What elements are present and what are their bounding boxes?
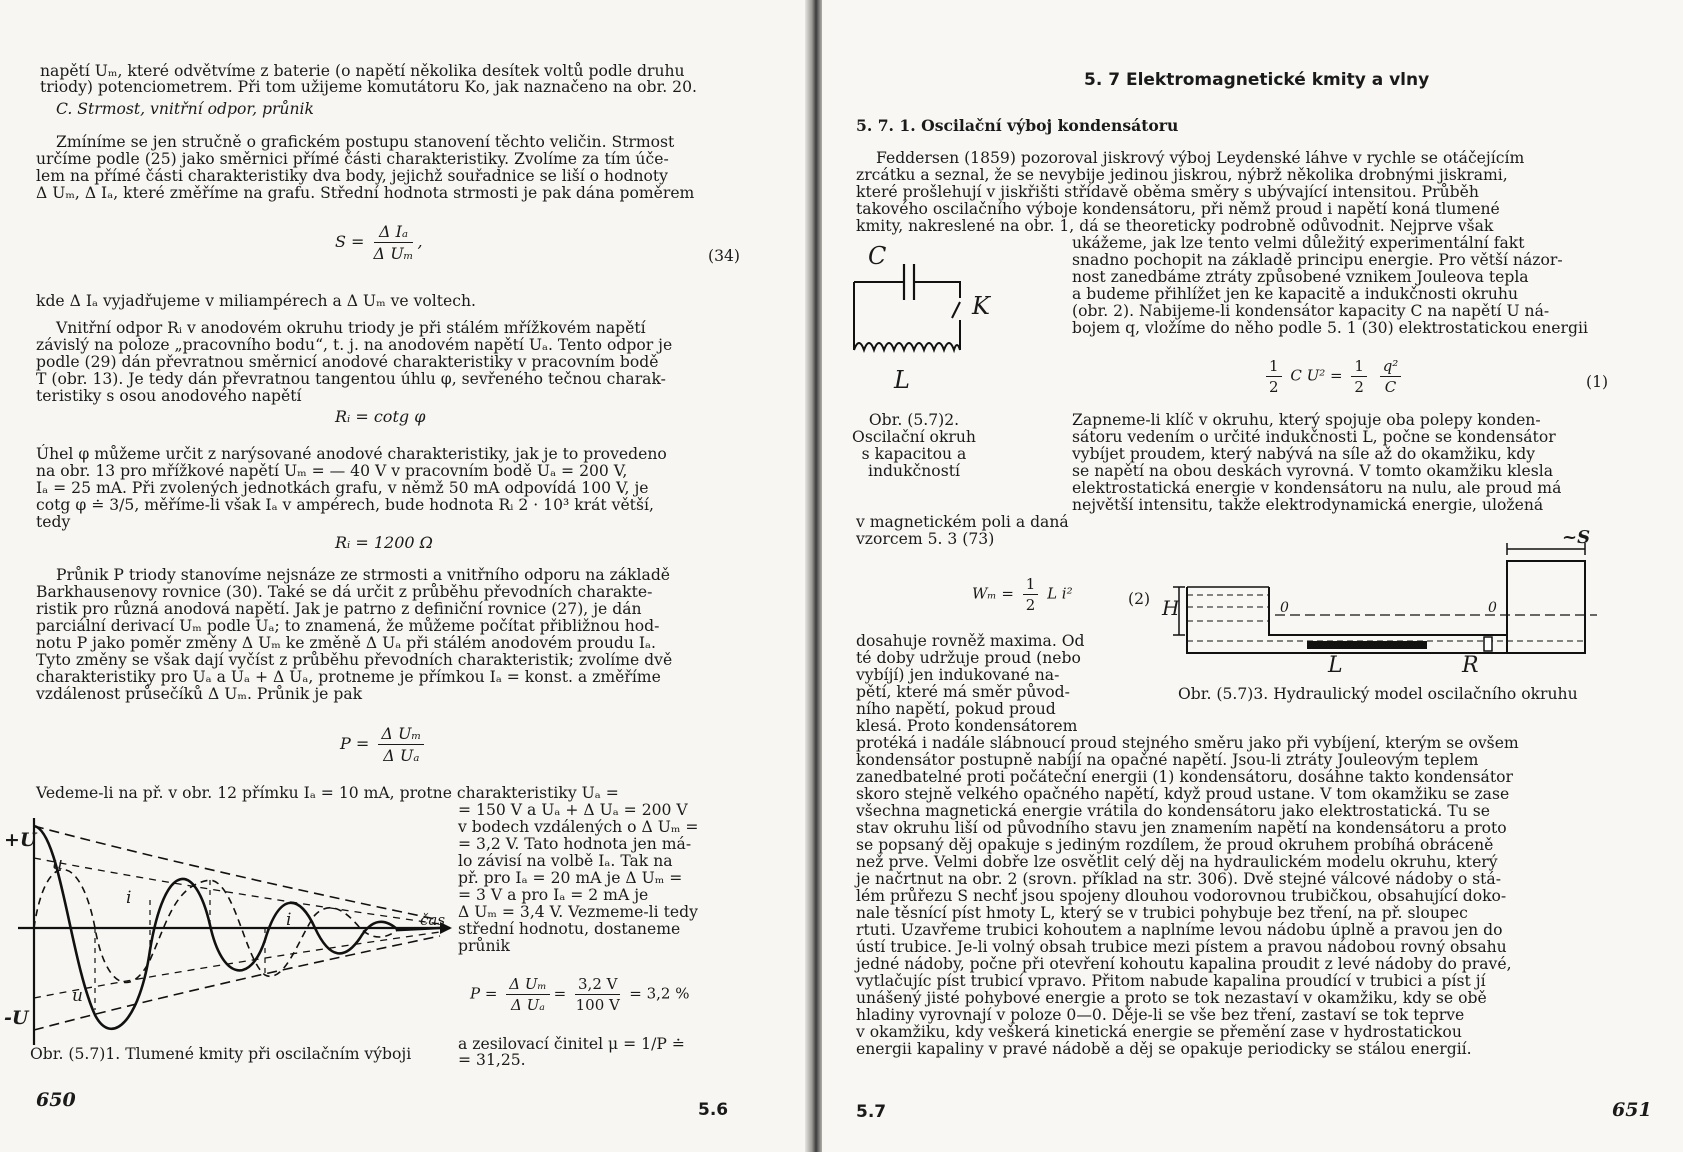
para-vedeme-line: = 150 V a Uₐ + Δ Uₐ = 200 V — [458, 801, 688, 819]
para4-line: hladiny vyrovnají v poloze 0—0. Děje-li se vše bez tření, zastaví se tok teprve — [856, 1006, 1465, 1024]
left-page-number: 650 — [36, 1089, 76, 1111]
fig2-caption-line: Obr. (5.7)2. — [868, 411, 960, 429]
para4-line: vytlačujíc píst trubicí vpravo. Přitom nabude kapalina proudící v trubici a píst jí — [856, 972, 1486, 990]
eq-p-denominator: Δ Uₐ — [383, 746, 420, 765]
eq-p32-lhs: P = — [470, 984, 498, 1003]
para1-line: které prošlehují v jiskřišti střídavě oběma směry s ubývající intensitou. Průběh — [856, 183, 1479, 201]
eq1-n3: q² — [1380, 357, 1402, 377]
para3-line: pětí, které má směr původ- — [856, 683, 1070, 701]
para1-right-line: ukážeme, jak lze tento velmi důležitý experimentální fakt — [1072, 234, 1525, 252]
para-vnitrni-line: závislý na poloze „pracovního bodu“, t. j. na anodovém napětí Uₐ. Tento odpor je — [36, 336, 673, 354]
para-uhel-line: cotg φ ≐ 3/5, měříme-li však Iₐ v ampérech, bude hodnota Rᵢ 2 · 10³ krát větší, — [36, 496, 654, 514]
fig2-caption-line: s kapacitou a — [861, 445, 967, 463]
para-prunik-line: notu P jako poměr změny Δ Uₘ ke změně Δ Uₐ při stálém anodovém proudu Iₐ. — [36, 634, 656, 652]
eq2-d: 2 — [1025, 596, 1036, 614]
para3-line: klesá. Proto kondensátorem — [856, 717, 1078, 735]
left-page — [0, 0, 808, 1152]
para-vnitrni-line: teristiky s osou anodového napětí — [36, 387, 302, 405]
para4-line: zanedbatelné proti počáteční energii (1) kondensátoru, dosáhne takto kondensátor — [856, 768, 1513, 786]
fig1-u-bottom: u — [72, 986, 83, 1006]
fig2-caption-line: Oscilační okruh — [852, 428, 976, 446]
equation-number-1: (1) — [1586, 373, 1609, 391]
para1-line: Feddersen (1859) pozoroval jiskrový výboj Leydenské láhve v rychle se otáčejícím — [876, 149, 1525, 167]
para4-line: je načrtnut na obr. 2 (srovn. příklad na str. 306). Dvě stejné válcové nádoby o stá- — [856, 870, 1501, 888]
intro-line-2: triody) potenciometrem. Při tom užijeme komutátoru Ko, jak naznačeno na obr. 20. — [40, 78, 697, 96]
para-vnitrni-line: podle (29) dán převratnou směrnicí anodové charakteristiky v pracovním bodě — [36, 353, 659, 371]
para4-line: lém průřezu S nechť jsou spojeny dlouhou vodorovnou trubičkou, obsahující doko- — [856, 887, 1507, 905]
eq-p-numerator: Δ Uₘ — [378, 724, 424, 745]
para2-line: Zapneme-li klíč v okruhu, který spojuje oba polepy konden- — [1072, 411, 1541, 429]
equation-1 — [1262, 357, 1405, 396]
eq1-d2: 2 — [1354, 378, 1364, 396]
para4-line: protéká i nadále slábnoucí proud stejného směru jako při vybíjení, kterým se ovšem — [856, 734, 1519, 752]
eq-p32-num1: Δ Uₘ — [506, 975, 549, 995]
fig2-caption-line: indukčností — [868, 462, 960, 480]
para2-line: elektrostatická energie v kondensátoru na nulu, ale proud má — [1072, 479, 1562, 497]
para1-right-line: nost zanedbáme ztráty způsobené vznikem Jouleova tepla — [1072, 268, 1529, 286]
subsection-heading: 5. 7. 1. Oscilační výboj kondensátoru — [856, 116, 1179, 135]
para4-line: než prve. Velmi dobře lze osvětlit celý děj na hydraulickém modelu okruhu, který — [856, 853, 1498, 871]
fig3-level-left: 0 — [1280, 600, 1289, 616]
para-vedeme-line: lo závisí na volbě Iₐ. Tak na — [458, 852, 673, 870]
eq34-comma: , — [417, 232, 423, 251]
para4-line: kondensátor postupně nabíjí na opačné napětí. Jsou-li ztráty Jouleovým teplem — [856, 751, 1479, 769]
fig2-k-label: K — [972, 292, 990, 320]
para-strmost-line: lem na přímé části charakteristiky dva body, jejichž souřadnice se liší o hodnoty — [36, 167, 668, 185]
para4-line: unášený jisté pohybové energie a proto se tok nezastaví v okamžiku, kdy se obě — [856, 989, 1487, 1007]
fig1-time-label: čas — [420, 911, 446, 929]
eq-p-lhs: P = — [340, 734, 370, 753]
para1-right-line: snadno pochopit na základě principu energie. Pro větší názor- — [1072, 251, 1563, 269]
para-vedeme-line: Δ Uₘ = 3,4 V. Vezmeme-li tedy — [458, 903, 698, 921]
para3-line: vybíjí) jen indukované na- — [856, 666, 1060, 684]
para-strmost-line: Zmíníme se jen stručně o grafickém postupu stanovení těchto veličin. Strmost — [56, 133, 675, 151]
para2-line: se napětí na obou deskách vyrovná. V tomto okamžiku klesla — [1072, 462, 1554, 480]
eq-p32-tail: = 3,2 % — [629, 984, 690, 1003]
para1-line: zrcátku a seznal, že se nevybije jedinou jiskrou, nýbrž několika drobnými jiskrami, — [856, 166, 1508, 184]
fig3-level-right: 0 — [1488, 600, 1497, 616]
right-page-number: 651 — [1612, 1099, 1652, 1121]
eq2-n: 1 — [1023, 575, 1039, 595]
eq1-d1: 2 — [1269, 378, 1279, 396]
para-vedeme-line: = 3 V a pro Iₐ = 2 mA je — [458, 886, 649, 904]
para2-cont-line: vzorcem 5. 3 (73) — [856, 530, 995, 548]
para3-line: té doby udržuje proud (nebo — [856, 649, 1081, 667]
para4-line: jedné nádoby, počne při otevření kohoutu kapalina proudit z levé nádoby do pravé, — [856, 955, 1512, 973]
para1-right-line: bojem q, vložíme do něho podle 5. 1 (30) elektrostatickou energii — [1072, 319, 1588, 337]
para-prunik-line: ristik pro různá anodová napětí. Jak je patrno z definiční rovnice (27), je dán — [36, 600, 642, 618]
para-vedeme-line: př. pro Iₐ = 20 mA je Δ Uₘ = — [458, 869, 683, 887]
para-prunik-line: vzdálenost průsečíků Δ Uₘ. Průnik je pak — [36, 685, 363, 703]
para2-cont-line: v magnetickém poli a daná — [856, 513, 1069, 531]
fig1-plus-u: +U — [4, 829, 37, 851]
fig3-h-label: H — [1162, 596, 1180, 620]
fig2-l-label: L — [894, 366, 910, 394]
para4-line: v okamžiku, kdy veškerá kinetická energie se přemění zase v hydrostatickou — [856, 1023, 1462, 1041]
para2-line: sátoru vedením o určité indukčnosti L, počne se kondensátor — [1072, 428, 1556, 446]
equation-34 — [335, 222, 423, 263]
para4-line: rtuti. Uzavřeme trubici kohoutem a naplníme levou nádobu úplně a pravou jen do — [856, 921, 1503, 939]
para-vnitrni-line: Vnitřní odpor Rᵢ v anodovém okruhu triody je při stálém mřížkovém napětí — [56, 319, 646, 337]
para4-line: ústí trubice. Je-li volný obsah trubice mezi pístem a pravou nádobou rovný obsahu — [856, 938, 1507, 956]
fig1-u-top: u — [52, 854, 63, 874]
fig1-minus-u: -U — [4, 1007, 29, 1029]
fig3-r-label: R — [1462, 653, 1479, 678]
equation-r1200: Rᵢ = 1200 Ω — [335, 533, 433, 552]
eq2-lhs: Wₘ = — [972, 584, 1014, 603]
left-section-marker: 5.6 — [698, 1100, 729, 1120]
para-strmost-line: určíme podle (25) jako směrnici přímé části charakteristiky. Zvolíme za tím úče- — [36, 150, 669, 168]
para-prunik-line: Průnik P triody stanovíme nejsnáze ze strmosti a vnitřního odporu na základě — [56, 566, 671, 584]
para-uhel-line: tedy — [36, 513, 71, 531]
eq-p32-den1: Δ Uₐ — [511, 996, 545, 1014]
fig3-caption: Obr. (5.7)3. Hydraulický model oscilačního okruhu — [1178, 685, 1578, 703]
eq-p32-den2: 100 V — [575, 996, 620, 1014]
para4-line: nale těsnící píst hmoty L, který se v trubici pohybuje bez tření, na př. sloupec — [856, 904, 1468, 922]
equation-p — [340, 724, 428, 765]
eq1-d3: C — [1384, 378, 1397, 396]
eq34-lhs: S = — [335, 232, 365, 251]
para-kde: kde Δ Iₐ vyjadřujeme v miliampérech a Δ Uₘ ve voltech. — [36, 292, 476, 310]
para-uhel-line: Úhel φ můžeme určit z narýsované anodové charakteristiky, jak je to provedeno — [36, 445, 667, 463]
para-prunik-line: Barkhausenovy rovnice (30). Také se dá určit z průběhu převodních charakte- — [36, 583, 653, 601]
para4-line: se popsaný děj opakuje s jediným rozdílem, že proud okruhem probíhá obráceně — [856, 836, 1494, 854]
para-prunik-line: charakteristiky pro Uₐ a Uₐ + Δ Uₐ, protneme je přímkou Iₐ = konst. a změříme — [36, 668, 661, 686]
para1-right-line: a budeme přihlížet jen ke kapacitě a indukčnosti okruhu — [1072, 285, 1519, 303]
eq2-tail: L i² — [1047, 584, 1073, 603]
para-prunik-line: parciální derivací Uₘ podle Uₐ; to znamená, že můžeme počítat přibližnou hod- — [36, 617, 660, 635]
para-strmost-line: Δ Uₘ, Δ Iₐ, které změříme na grafu. Střední hodnota strmosti je pak dána poměrem — [36, 184, 695, 202]
fig2-c-label: C — [868, 242, 887, 270]
para4-line: všechna magnetická energie vrátila do kondensátoru jako elektrostatická. Tu se — [856, 802, 1490, 820]
equation-number-2: (2) — [1128, 590, 1151, 608]
equation-p-value: P = $\frac{\text{Δ Uₘ}}{\text{Δ Uₐ}}$ = $\frac{3,2 V}{100 V}$ = 3,2 % — [470, 975, 690, 1014]
eq1-n1: 1 — [1266, 357, 1282, 377]
figure-damped-oscillations — [0, 810, 460, 1050]
fig3-s-label: ~S — [1562, 527, 1591, 548]
para-vedeme-line: v bodech vzdálených o Δ Uₘ = — [458, 818, 699, 836]
section-c-heading: C. Strmost, vnitřní odpor, průnik — [56, 100, 314, 118]
eq1-mid: C U² = — [1290, 366, 1343, 385]
equation-2 — [972, 575, 1073, 614]
zesil-line-2: = 31,25. — [458, 1051, 526, 1069]
para-vnitrni-line: T (obr. 13). Je tedy dán převratnou tangentou úhlu φ, sevřeného tečnou charak- — [36, 370, 666, 388]
para-prunik-line: Tyto změny se však dají vyčíst z průběhu převodních charakteristik; zvolíme dvě — [36, 651, 673, 669]
para-vedeme-first: Vedeme-li na př. v obr. 12 přímku Iₐ = 10 mA, protne charakteristiky Uₐ = — [36, 784, 619, 802]
figure-hydraulic-model — [1157, 535, 1597, 685]
para4-line: energii kapaliny v pravé nádobě a děj se opakuje periodicky se stálou energií. — [856, 1040, 1472, 1058]
right-page — [822, 0, 1683, 1152]
para-uhel-line: Iₐ = 25 mA. Při zvolených jednotkách grafu, v němž 50 mA odpovídá 100 V, je — [36, 479, 649, 497]
fig1-i-2: i — [286, 910, 292, 930]
para-vedeme-line: střední hodnotu, dostaneme — [458, 920, 681, 938]
para1-line: kmity, nakreslené na obr. 1, dá se theoreticky podrobně odůvodnit. Nejprve však — [856, 217, 1494, 235]
fig1-caption: Obr. (5.7)1. Tlumené kmity při oscilačním výboji — [30, 1045, 412, 1063]
eq-p32-num2: 3,2 V — [575, 975, 620, 995]
para-uhel-line: na obr. 13 pro mřížkové napětí Uₘ = — 40 V v pracovním bodě Uₐ = 200 V, — [36, 462, 628, 480]
eq34-denominator: Δ Uₘ — [373, 244, 414, 263]
para4-line: skoro stejně velkého opačného napětí, když proud ustane. V tom okamžiku se zase — [856, 785, 1510, 803]
eq34-numerator: Δ Iₐ — [374, 222, 414, 243]
zesil-line-1: a zesilovací činitel μ = 1/P ≐ — [458, 1035, 685, 1053]
para2-line: největší intensitu, takže elektrodynamická energie, uložená — [1072, 496, 1544, 514]
chapter-heading: 5. 7 Elektromagnetické kmity a vlny — [1084, 70, 1430, 90]
para3-line: dosahuje rovněž maxima. Od — [856, 632, 1085, 650]
para4-line: stav okruhu liší od původního stavu jen znamením napětí na kondensátoru a proto — [856, 819, 1507, 837]
fig3-l-label: L — [1328, 653, 1343, 678]
equation-number-34: (34) — [708, 247, 741, 265]
para2-line: vybíjet proudem, který nabývá na síle až do okamžiku, kdy — [1072, 445, 1536, 463]
para1-right-line: (obr. 2). Nabijeme-li kondensátor kapacity C na napětí U ná- — [1072, 302, 1550, 320]
para1-line: takového oscilačního výboje kondensátoru, při němž proud i napětí koná tlumené — [856, 200, 1500, 218]
para-vedeme-line: = 3,2 V. Tato hodnota jen má- — [458, 835, 692, 853]
equation-cotg: Rᵢ = cotg φ — [335, 407, 426, 426]
intro-line-1: napětí Uₘ, které odvětvíme z baterie (o napětí několika desítek voltů podle druhu — [40, 62, 685, 80]
para3-line: ního napětí, pokud proud — [856, 700, 1056, 718]
eq1-n2: 1 — [1351, 357, 1367, 377]
para-vedeme-line: průnik — [458, 937, 510, 955]
right-section-marker: 5.7 — [856, 1102, 887, 1122]
fig1-i-1: i — [126, 888, 132, 908]
